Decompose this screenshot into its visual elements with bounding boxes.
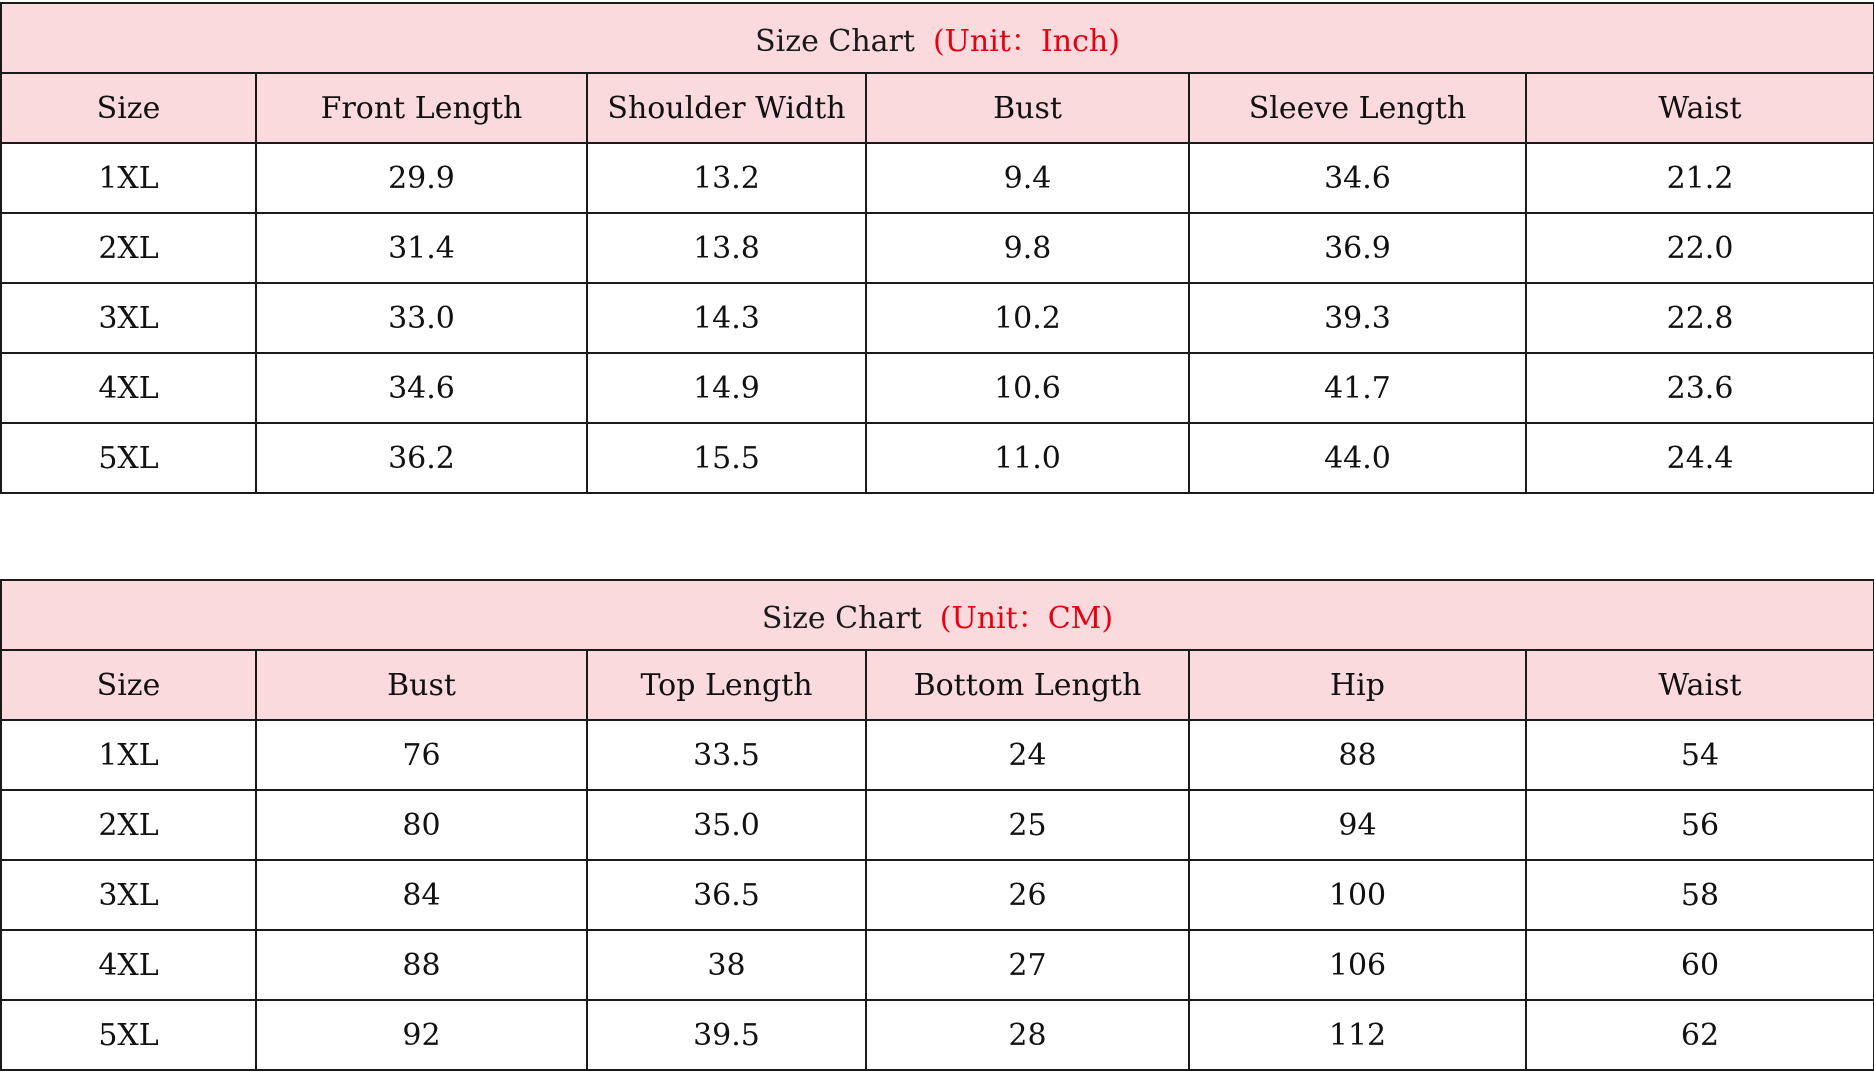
measurement-cell: 88 [1189,720,1526,790]
measurement-cell: 36.2 [256,423,587,493]
size-cell: 3XL [1,860,256,930]
measurement-cell: 62 [1526,1000,1874,1070]
measurement-cell: 9.8 [866,213,1189,283]
table-row [1,213,1874,283]
column-header: Sleeve Length [1189,73,1526,143]
measurement-cell: 84 [256,860,587,930]
column-header: Top Length [587,650,866,720]
size-cell: 5XL [1,423,256,493]
table-unit-label: (Unit：CM) [939,601,1114,636]
table-row [1,423,1874,493]
table-row [1,283,1874,353]
column-header: Bust [256,650,587,720]
size-cell: 4XL [1,930,256,1000]
table-header-row [1,73,1874,143]
measurement-cell: 88 [256,930,587,1000]
table-row [1,860,1874,930]
table-unit-label: (Unit：Inch) [932,24,1120,59]
measurement-cell: 13.2 [587,143,866,213]
size-cell: 2XL [1,790,256,860]
measurement-cell: 28 [866,1000,1189,1070]
measurement-cell: 39.5 [587,1000,866,1070]
measurement-cell: 76 [256,720,587,790]
column-header: Hip [1189,650,1526,720]
measurement-cell: 80 [256,790,587,860]
inch-table-body [1,3,1874,493]
size-chart-inch-table [0,2,1874,494]
measurement-cell: 112 [1189,1000,1526,1070]
measurement-cell: 14.3 [587,283,866,353]
measurement-cell: 33.5 [587,720,866,790]
measurement-cell: 92 [256,1000,587,1070]
table-title-row [1,580,1874,650]
measurement-cell: 22.8 [1526,283,1874,353]
measurement-cell: 9.4 [866,143,1189,213]
size-chart-cm-table [0,579,1874,1071]
table-title [1,580,1874,650]
measurement-cell: 38 [587,930,866,1000]
measurement-cell: 29.9 [256,143,587,213]
size-cell: 2XL [1,213,256,283]
table-title [1,3,1874,73]
column-header: Bust [866,73,1189,143]
measurement-cell: 27 [866,930,1189,1000]
measurement-cell: 24 [866,720,1189,790]
measurement-cell: 10.2 [866,283,1189,353]
table-title-label: Size Chart [755,24,915,59]
column-header: Waist [1526,650,1874,720]
table-title-row [1,3,1874,73]
measurement-cell: 56 [1526,790,1874,860]
table-header-row [1,650,1874,720]
table-row [1,790,1874,860]
table-title-label: Size Chart [761,601,922,636]
size-cell: 3XL [1,283,256,353]
measurement-cell: 34.6 [256,353,587,423]
measurement-cell: 13.8 [587,213,866,283]
measurement-cell: 33.0 [256,283,587,353]
measurement-cell: 94 [1189,790,1526,860]
size-cell: 1XL [1,143,256,213]
column-header: Bottom Length [866,650,1189,720]
measurement-cell: 24.4 [1526,423,1874,493]
table-row [1,720,1874,790]
measurement-cell: 31.4 [256,213,587,283]
cm-table-body [1,580,1874,1070]
measurement-cell: 36.5 [587,860,866,930]
table-row [1,143,1874,213]
measurement-cell: 106 [1189,930,1526,1000]
measurement-cell: 36.9 [1189,213,1526,283]
measurement-cell: 21.2 [1526,143,1874,213]
measurement-cell: 60 [1526,930,1874,1000]
column-header: Shoulder Width [587,73,866,143]
measurement-cell: 44.0 [1189,423,1526,493]
table-row [1,353,1874,423]
column-header: Waist [1526,73,1874,143]
column-header: Front Length [256,73,587,143]
measurement-cell: 25 [866,790,1189,860]
measurement-cell: 15.5 [587,423,866,493]
measurement-cell: 39.3 [1189,283,1526,353]
size-cell: 4XL [1,353,256,423]
measurement-cell: 54 [1526,720,1874,790]
measurement-cell: 23.6 [1526,353,1874,423]
column-header: Size [1,650,256,720]
measurement-cell: 26 [866,860,1189,930]
size-cell: 1XL [1,720,256,790]
measurement-cell: 34.6 [1189,143,1526,213]
size-cell: 5XL [1,1000,256,1070]
measurement-cell: 35.0 [587,790,866,860]
measurement-cell: 10.6 [866,353,1189,423]
measurement-cell: 11.0 [866,423,1189,493]
measurement-cell: 14.9 [587,353,866,423]
measurement-cell: 58 [1526,860,1874,930]
table-row [1,1000,1874,1070]
measurement-cell: 41.7 [1189,353,1526,423]
measurement-cell: 22.0 [1526,213,1874,283]
column-header: Size [1,73,256,143]
measurement-cell: 100 [1189,860,1526,930]
table-row [1,930,1874,1000]
